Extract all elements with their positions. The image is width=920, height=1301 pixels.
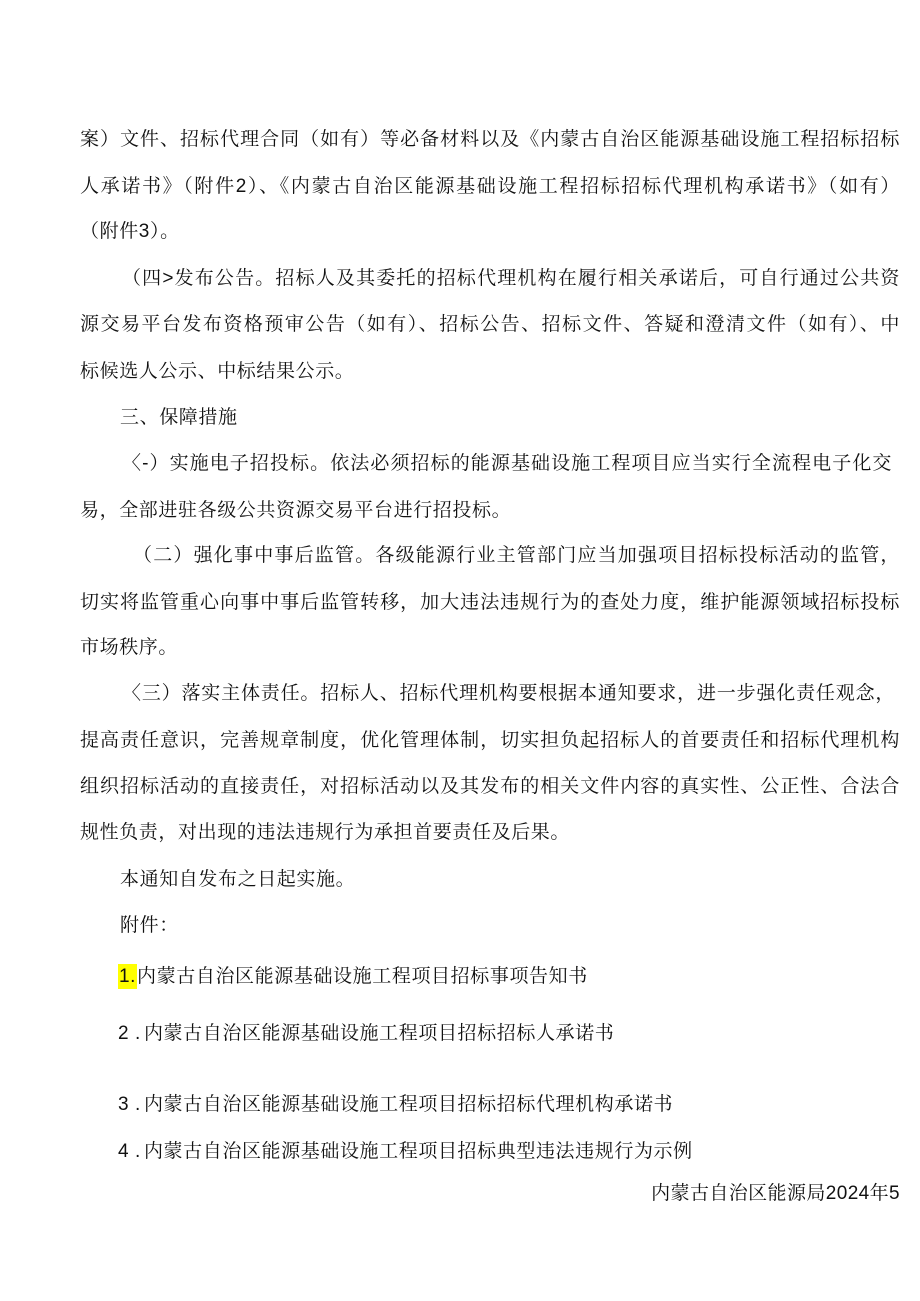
attachments-label: 附件： xyxy=(120,915,179,936)
attachment-title: 内蒙古自治区能源基础设施工程项目招标事项告知书 xyxy=(137,966,588,987)
attachment-number: 4 . xyxy=(118,1141,141,1162)
paragraph-line: （附件3）。 xyxy=(80,221,180,242)
attachment-number-highlighted: 1. xyxy=(119,966,137,987)
attachment-item xyxy=(118,1020,614,1048)
paragraph-line: 人承诺书》（附件2）、《内蒙古自治区能源基础设施工程招标招标代理机构承诺书》（如有） xyxy=(80,176,900,197)
paragraph-line: 〈-）实施电子招投标。依法必须招标的能源基础设施工程项目应当实行全流程电子化交 xyxy=(122,453,892,474)
paragraph-line: 〈三）落实主体责任。招标人、招标代理机构要根据本通知要求，进一步强化责任观念， xyxy=(122,683,895,704)
paragraph-line: 易，全部进驻各级公共资源交易平台进行招投标。 xyxy=(80,500,512,521)
section-heading-safeguards: 三、保障措施 xyxy=(120,407,238,428)
paragraph-line: 案）文件、招标代理合同（如有）等必备材料以及《内蒙古自治区能源基础设施工程招标招标 xyxy=(80,129,900,150)
issuer-signature: 内蒙古自治区能源局2024年5 xyxy=(651,1183,900,1204)
attachment-title: 内蒙古自治区能源基础设施工程项目招标招标代理机构承诺书 xyxy=(143,1094,674,1115)
attachment-item xyxy=(118,963,588,991)
attachment-title: 内蒙古自治区能源基础设施工程项目招标典型违法违规行为示例 xyxy=(143,1141,693,1162)
paragraph-line: 组织招标活动的直接责任，对招标活动以及其发布的相关文件内容的真实性、公正性、合法合 xyxy=(80,776,900,797)
attachment-item xyxy=(118,1138,693,1166)
attachment-number: 2 . xyxy=(118,1023,141,1044)
paragraph-line: （二）强化事中事后监管。各级能源行业主管部门应当加强项目招标投标活动的监管， xyxy=(133,545,900,566)
paragraph-line: 市场秩序。 xyxy=(80,637,179,658)
paragraph-line: 标候选人公示、中标结果公示。 xyxy=(80,361,355,382)
effective-notice: 本通知自发布之日起实施。 xyxy=(120,869,356,890)
attachment-number: 3 . xyxy=(118,1094,141,1115)
paragraph-line: 切实将监管重心向事中事后监管转移，加大违法违规行为的查处力度，维护能源领域招标投标 xyxy=(80,592,900,613)
attachment-title: 内蒙古自治区能源基础设施工程项目招标招标人承诺书 xyxy=(143,1023,615,1044)
paragraph-line: 提高责任意识，完善规章制度，优化管理体制，切实担负起招标人的首要责任和招标代理机构 xyxy=(80,730,900,751)
paragraph-line: （四>发布公告。招标人及其委托的招标代理机构在履行相关承诺后，可自行通过公共资 xyxy=(122,268,900,289)
paragraph-line: 源交易平台发布资格预审公告（如有）、招标公告、招标文件、答疑和澄清文件（如有）、中 xyxy=(80,314,900,335)
attachment-item xyxy=(118,1091,673,1119)
paragraph-line: 规性负责，对出现的违法违规行为承担首要责任及后果。 xyxy=(80,822,571,843)
